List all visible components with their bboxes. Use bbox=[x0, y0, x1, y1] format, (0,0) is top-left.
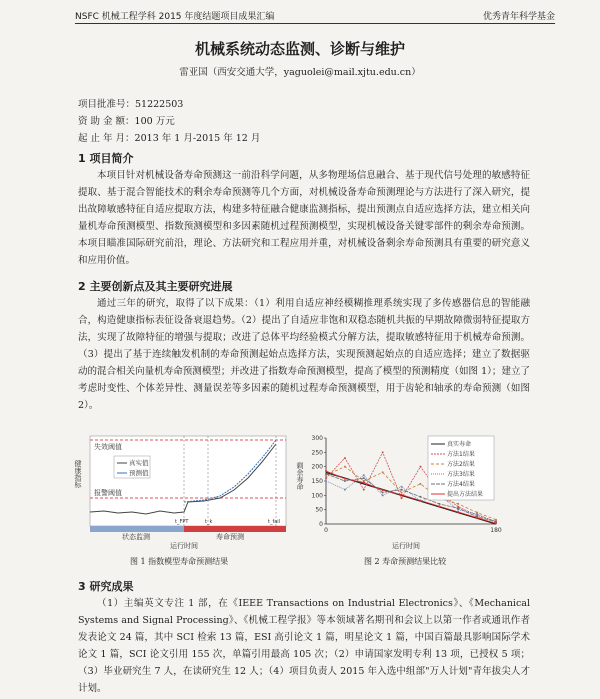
data-point bbox=[476, 517, 478, 519]
figure-2-legend bbox=[428, 436, 494, 500]
legend-entry: 提出方法结果 bbox=[447, 491, 484, 498]
section-title-2: 2 主要创新点及其主要研究进展 bbox=[78, 280, 233, 293]
data-point bbox=[382, 489, 384, 491]
data-point bbox=[495, 519, 497, 521]
legend-entry: 真实寿命 bbox=[447, 441, 472, 448]
section-title-1: 1 项目简介 bbox=[78, 152, 134, 165]
data-point bbox=[438, 503, 440, 505]
header-right: 优秀青年科学基金 bbox=[482, 12, 555, 22]
data-point bbox=[495, 522, 497, 524]
data-point bbox=[325, 473, 327, 475]
paragraph-1: 本项目针对机械设备寿命预测这一前沿科学问题，从多物理场信息融合、基于现代信号处理的敏感特征提取、基于混合智能技术的剩余寿命预测等几个方面，对机械设备寿命预测理论与方法进行了深入研究，提出故障敏感特征自适应提取方法，构建多特征融合健康监测指标，提出预测点自适应选择方法，建立相关向量机寿命预测模型、指数预测模型和多因素随机过程预测模型，实现机械设备关键零部件的剩余寿命预测。本项目瞄准国际研究前沿，理论、方法研究和工程应用并重，对机械设备剩余寿命预测具有重要的研究意义和应用价值。 bbox=[78, 170, 530, 266]
data-point bbox=[457, 511, 459, 513]
data-point bbox=[325, 470, 327, 472]
legend-predicted: 预测值 bbox=[129, 469, 149, 477]
y-tick-label: 200 bbox=[311, 463, 323, 471]
data-point bbox=[457, 503, 459, 505]
y-tick-label: 250 bbox=[311, 449, 323, 457]
y-tick-label: 150 bbox=[311, 478, 323, 485]
paragraph-2: 通过三年的研究，取得了以下成果：（1）利用自适应神经模糊推理系统实现了多传感器信息的智能融合，构造健康指标表征设备衰退趋势。（2）提出了自适应非饱和双稳态随机共振的早期故障微弱特征提取方法，实现了故障特征的增强与提取；改进了总体平均经验模式分解方法，提取敏感特征用于机械寿命预测。（3）提出了基于连续触发机制的寿命预测起始点选择方法，实现预测起始点的自适应选择；建立了数据驱动的混合相关向量机寿命预测模型；并改进了指数寿命预测模型，提高了模型的预测精度（如图 1）；建立了考虑时变性、个体差异性、测量误差等多因素的随机过程寿命预测模型，用于齿轮和轴承的寿命预测（如图 2）。 bbox=[78, 298, 530, 411]
page-header bbox=[75, 9, 555, 24]
data-point bbox=[363, 474, 365, 476]
figure-1-caption: 图 1 指数模型寿命预测结果 bbox=[130, 557, 229, 566]
data-point bbox=[495, 521, 497, 523]
data-point bbox=[401, 494, 403, 496]
state-monitoring-band bbox=[90, 526, 184, 532]
paragraph-3: （1）主编英文专注 1 部，在《IEEE Transactions on Industrial Electronics》、《Mechanical Systems and Signal Processing》、《机械工程学报》等本领域著名期刊和会议上以第一作者或通讯作者发表论文 24 篇，其中 SCI 检索 13 篇，ESI 高引论文 1 篇，明星论文 1 篇，中国百篇最具影响国际学术论文 1 篇，SCI 论文引用 155 次，单篇引用最高 105 次；（2）申请国家发明专利 13 项，已授权 5 项；（3）毕业研究生 7 人，在读研究生 12 人；（4）项目负责人 2015 年入选中组部"万人计划"青年拔尖人才计划。 bbox=[78, 598, 530, 694]
data-point bbox=[363, 489, 365, 491]
legend-true: 真实值 bbox=[129, 459, 149, 467]
data-point bbox=[419, 499, 421, 501]
data-point bbox=[419, 483, 421, 485]
y-tick-label: 0 bbox=[319, 521, 323, 528]
author-line: 雷亚国（西安交通大学，yaguolei@mail.xjtu.edu.cn） bbox=[179, 67, 421, 78]
figure-1-xlabel: 运行时间 bbox=[170, 542, 198, 550]
data-point bbox=[419, 496, 421, 498]
y-tick-label: 300 bbox=[311, 435, 323, 442]
t-fpt-label: t_FPT bbox=[175, 519, 189, 525]
data-point bbox=[344, 466, 346, 468]
figure-2-xlabel: 运行时间 bbox=[392, 542, 420, 550]
data-point bbox=[344, 489, 346, 491]
figure-2-caption: 图 2 寿命预测结果比较 bbox=[364, 557, 447, 566]
data-point bbox=[382, 451, 384, 453]
failure-threshold-label: 失效阈值 bbox=[94, 443, 122, 451]
figure-1 bbox=[74, 432, 296, 550]
legend-entry: 方法2结果 bbox=[447, 461, 475, 468]
funding-amount: 资 助 金 额：100 万元 bbox=[78, 116, 175, 127]
data-point bbox=[476, 513, 478, 515]
data-point bbox=[401, 491, 403, 493]
figure-2-ylabel: 剩余寿命 bbox=[296, 462, 304, 490]
data-point bbox=[401, 497, 403, 499]
data-point bbox=[401, 489, 403, 491]
section-title-3: 3 研究成果 bbox=[78, 580, 134, 593]
y-tick-label: 50 bbox=[315, 506, 323, 514]
life-prediction-label: 寿命预测 bbox=[216, 533, 244, 541]
life-prediction-band bbox=[184, 526, 286, 532]
header-left: NSFC 机械工程学科 2015 年度结题项目成果汇编 bbox=[75, 12, 275, 22]
project-period: 起 止 年 月：2013 年 1 月-2015 年 12 月 bbox=[78, 133, 261, 144]
alarm-threshold-label: 报警阈值 bbox=[94, 489, 122, 497]
legend-entry: 方法3结果 bbox=[447, 471, 475, 478]
data-point bbox=[344, 457, 346, 459]
figure-2 bbox=[296, 432, 530, 550]
x-tick-label: 180 bbox=[490, 527, 502, 534]
y-tick-label: 100 bbox=[311, 492, 323, 500]
data-point bbox=[401, 486, 403, 488]
legend-entry: 方法1结果 bbox=[447, 451, 475, 458]
data-point bbox=[344, 478, 346, 480]
legend-entry: 方法4结果 bbox=[447, 481, 475, 488]
state-monitoring-label: 状态监测 bbox=[122, 533, 150, 541]
data-point bbox=[382, 494, 384, 496]
data-point bbox=[344, 480, 346, 482]
data-point bbox=[382, 491, 384, 493]
data-point bbox=[325, 477, 327, 479]
data-point bbox=[419, 466, 421, 468]
data-point bbox=[382, 471, 384, 473]
figure-1-ylabel: 健康指标 bbox=[74, 460, 82, 488]
data-point bbox=[363, 481, 365, 483]
data-point bbox=[457, 507, 459, 509]
data-point bbox=[325, 480, 327, 482]
data-point bbox=[363, 477, 365, 479]
t-k-label: t_k bbox=[205, 519, 213, 525]
page-title: 机械系统动态监测、诊断与维护 bbox=[194, 40, 405, 58]
data-point bbox=[438, 505, 440, 507]
approval-number: 项目批准号：51222503 bbox=[78, 99, 184, 110]
t-fail-label: t_fail bbox=[268, 519, 281, 525]
x-tick-label: 0 bbox=[324, 527, 328, 534]
